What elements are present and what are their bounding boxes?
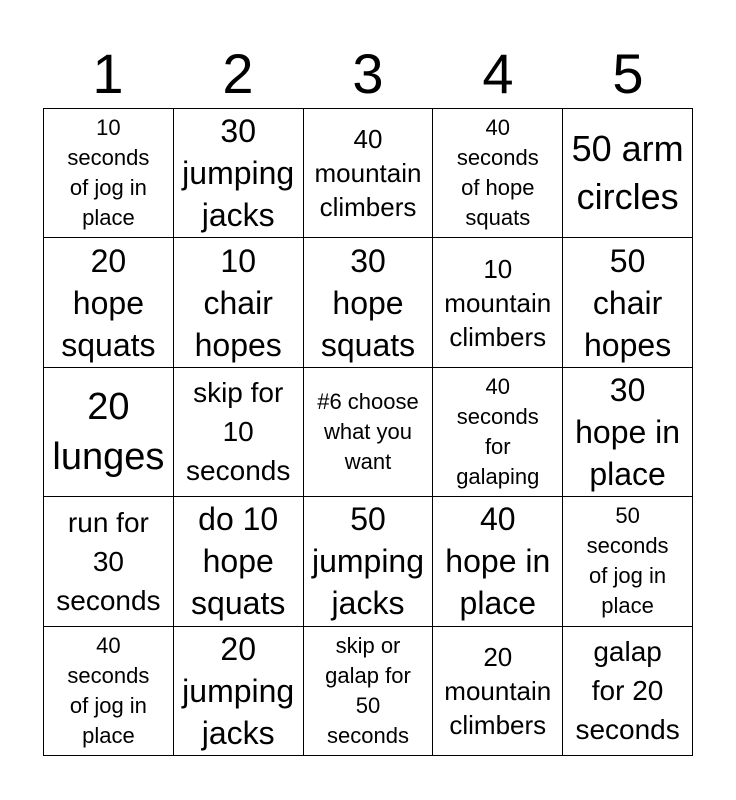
cell-text: 10 mountain climbers xyxy=(444,253,552,352)
bingo-cell xyxy=(304,627,434,756)
cell-text: do 10 hope squats xyxy=(191,501,286,622)
bingo-cell xyxy=(563,238,693,367)
cell-text: run for 30 seconds xyxy=(56,506,161,616)
bingo-cell xyxy=(44,627,174,756)
column-number-4: 4 xyxy=(482,42,514,105)
bingo-cell xyxy=(304,109,434,238)
bingo-cell xyxy=(304,497,434,626)
bingo-cell xyxy=(174,238,304,367)
column-number-2: 2 xyxy=(222,42,254,105)
bingo-cell xyxy=(174,368,304,497)
column-number-5: 5 xyxy=(612,42,644,105)
bingo-cell xyxy=(563,497,693,626)
bingo-cell xyxy=(563,627,693,756)
bingo-cell xyxy=(433,627,563,756)
cell-text: 50 chair hopes xyxy=(584,242,672,363)
cell-text: 30 hope squats xyxy=(320,242,416,363)
bingo-cell xyxy=(433,238,563,367)
column-number-3: 3 xyxy=(352,42,384,105)
column-number-1: 1 xyxy=(92,42,124,105)
cell-text: 40 seconds of jog in place xyxy=(67,632,150,748)
cell-text: 50 seconds of jog in place xyxy=(586,503,669,619)
cell-text: #6 choose what you want xyxy=(317,388,419,474)
cell-text: 20 hope squats xyxy=(61,242,156,363)
cell-text: 50 arm circles xyxy=(571,128,684,218)
cell-text: 40 seconds for galaping xyxy=(456,373,540,489)
bingo-cell xyxy=(304,238,434,367)
cell-text: skip or galap for 50 seconds xyxy=(325,632,411,748)
bingo-board xyxy=(43,108,693,756)
bingo-cell xyxy=(44,497,174,626)
cell-text: 50 jumping jacks xyxy=(311,501,425,622)
cell-text: 40 hope in place xyxy=(445,501,551,622)
cell-text: 40 seconds of hope squats xyxy=(456,115,539,231)
cell-text: 10 seconds of jog in place xyxy=(67,115,150,231)
bingo-cell xyxy=(44,109,174,238)
column-header-row xyxy=(43,40,693,108)
bingo-cell xyxy=(433,368,563,497)
bingo-cell xyxy=(174,627,304,756)
cell-text: galap for 20 seconds xyxy=(575,636,680,746)
cell-text: 20 jumping jacks xyxy=(182,630,295,751)
bingo-cell xyxy=(44,238,174,367)
bingo-cell xyxy=(44,368,174,497)
cell-text: 30 jumping jacks xyxy=(182,113,295,234)
cell-text: 30 hope in place xyxy=(575,371,681,492)
bingo-cell xyxy=(433,497,563,626)
bingo-cell xyxy=(563,368,693,497)
cell-text: skip for 10 seconds xyxy=(186,377,291,487)
cell-text: 40 mountain climbers xyxy=(314,124,422,223)
bingo-cell xyxy=(563,109,693,238)
bingo-cell xyxy=(174,109,304,238)
bingo-cell xyxy=(304,368,434,497)
cell-text: 20 lunges xyxy=(52,385,165,478)
bingo-cell xyxy=(433,109,563,238)
cell-text: 10 chair hopes xyxy=(194,242,282,363)
bingo-cell xyxy=(174,497,304,626)
cell-text: 20 mountain climbers xyxy=(444,641,552,740)
